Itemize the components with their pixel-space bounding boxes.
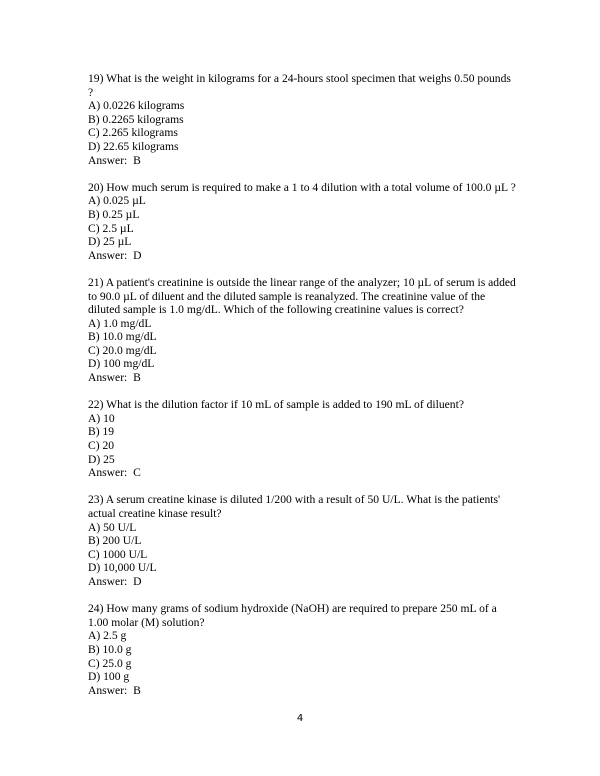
option-a: A) 1.0 mg/dL xyxy=(88,316,152,330)
option-b: B) 0.2265 kilograms xyxy=(88,112,184,126)
question-22 xyxy=(88,398,518,480)
question-20 xyxy=(88,181,518,263)
option-c: C) 2.5 µL xyxy=(88,221,134,235)
option-a: A) 2.5 g xyxy=(88,629,127,643)
option-b: B) 10.0 g xyxy=(88,642,132,656)
question-text: 22) What is the dilution factor if 10 mL of sample is added to 190 mL of diluent? xyxy=(88,398,464,412)
question-24 xyxy=(88,602,518,697)
option-b: B) 200 U/L xyxy=(88,534,142,548)
question-text: 19) What is the weight in kilograms for a 24-hours stool specimen that weighs 0.50 pounds ? xyxy=(88,72,511,99)
option-c: C) 1000 U/L xyxy=(88,547,148,561)
question-text: 24) How many grams of sodium hydroxide (NaOH) are required to prepare 250 mL of a 1.00 molar (M) solution? xyxy=(88,602,497,629)
answer: Answer: B xyxy=(88,371,141,385)
option-a: A) 0.0226 kilograms xyxy=(88,99,185,113)
option-d: D) 25 µL xyxy=(88,235,132,249)
question-23 xyxy=(88,493,518,588)
answer: Answer: D xyxy=(88,574,142,588)
option-c: C) 20.0 mg/dL xyxy=(88,343,157,357)
answer: Answer: C xyxy=(88,466,141,480)
option-d: D) 10,000 U/L xyxy=(88,561,157,575)
option-c: C) 20 xyxy=(88,439,115,453)
option-d: D) 100 mg/dL xyxy=(88,357,155,371)
option-b: B) 10.0 mg/dL xyxy=(88,330,157,344)
option-d: D) 100 g xyxy=(88,670,130,684)
option-c: C) 25.0 g xyxy=(88,656,132,670)
question-19 xyxy=(88,72,518,167)
page-number: 4 xyxy=(296,713,304,724)
option-d: D) 22.65 kilograms xyxy=(88,139,179,153)
option-b: B) 0.25 µL xyxy=(88,207,140,221)
answer: Answer: B xyxy=(88,683,141,697)
option-b: B) 19 xyxy=(88,425,115,439)
question-text: 21) A patient's creatinine is outside the linear range of the analyzer; 10 µL of serum is added to 90.0 µL of diluent and the diluted sample is reanalyzed. The creatinine value of the diluted sample is 1.0 mg/dL. Which of the following creatinine values is correct? xyxy=(88,275,516,317)
answer: Answer: B xyxy=(88,153,141,167)
option-a: A) 0.025 µL xyxy=(88,194,146,208)
question-list xyxy=(88,72,518,711)
question-text: 20) How much serum is required to make a 1 to 4 dilution with a total volume of 100.0 µL ? xyxy=(88,180,516,194)
option-a: A) 50 U/L xyxy=(88,520,137,534)
option-a: A) 10 xyxy=(88,411,115,425)
question-text: 23) A serum creatine kinase is diluted 1/200 with a result of 50 U/L. What is the patients' actual creatine kinase result? xyxy=(88,493,501,520)
option-d: D) 25 xyxy=(88,452,115,466)
option-c: C) 2.265 kilograms xyxy=(88,126,178,140)
question-21 xyxy=(88,276,518,385)
answer: Answer: D xyxy=(88,248,142,262)
